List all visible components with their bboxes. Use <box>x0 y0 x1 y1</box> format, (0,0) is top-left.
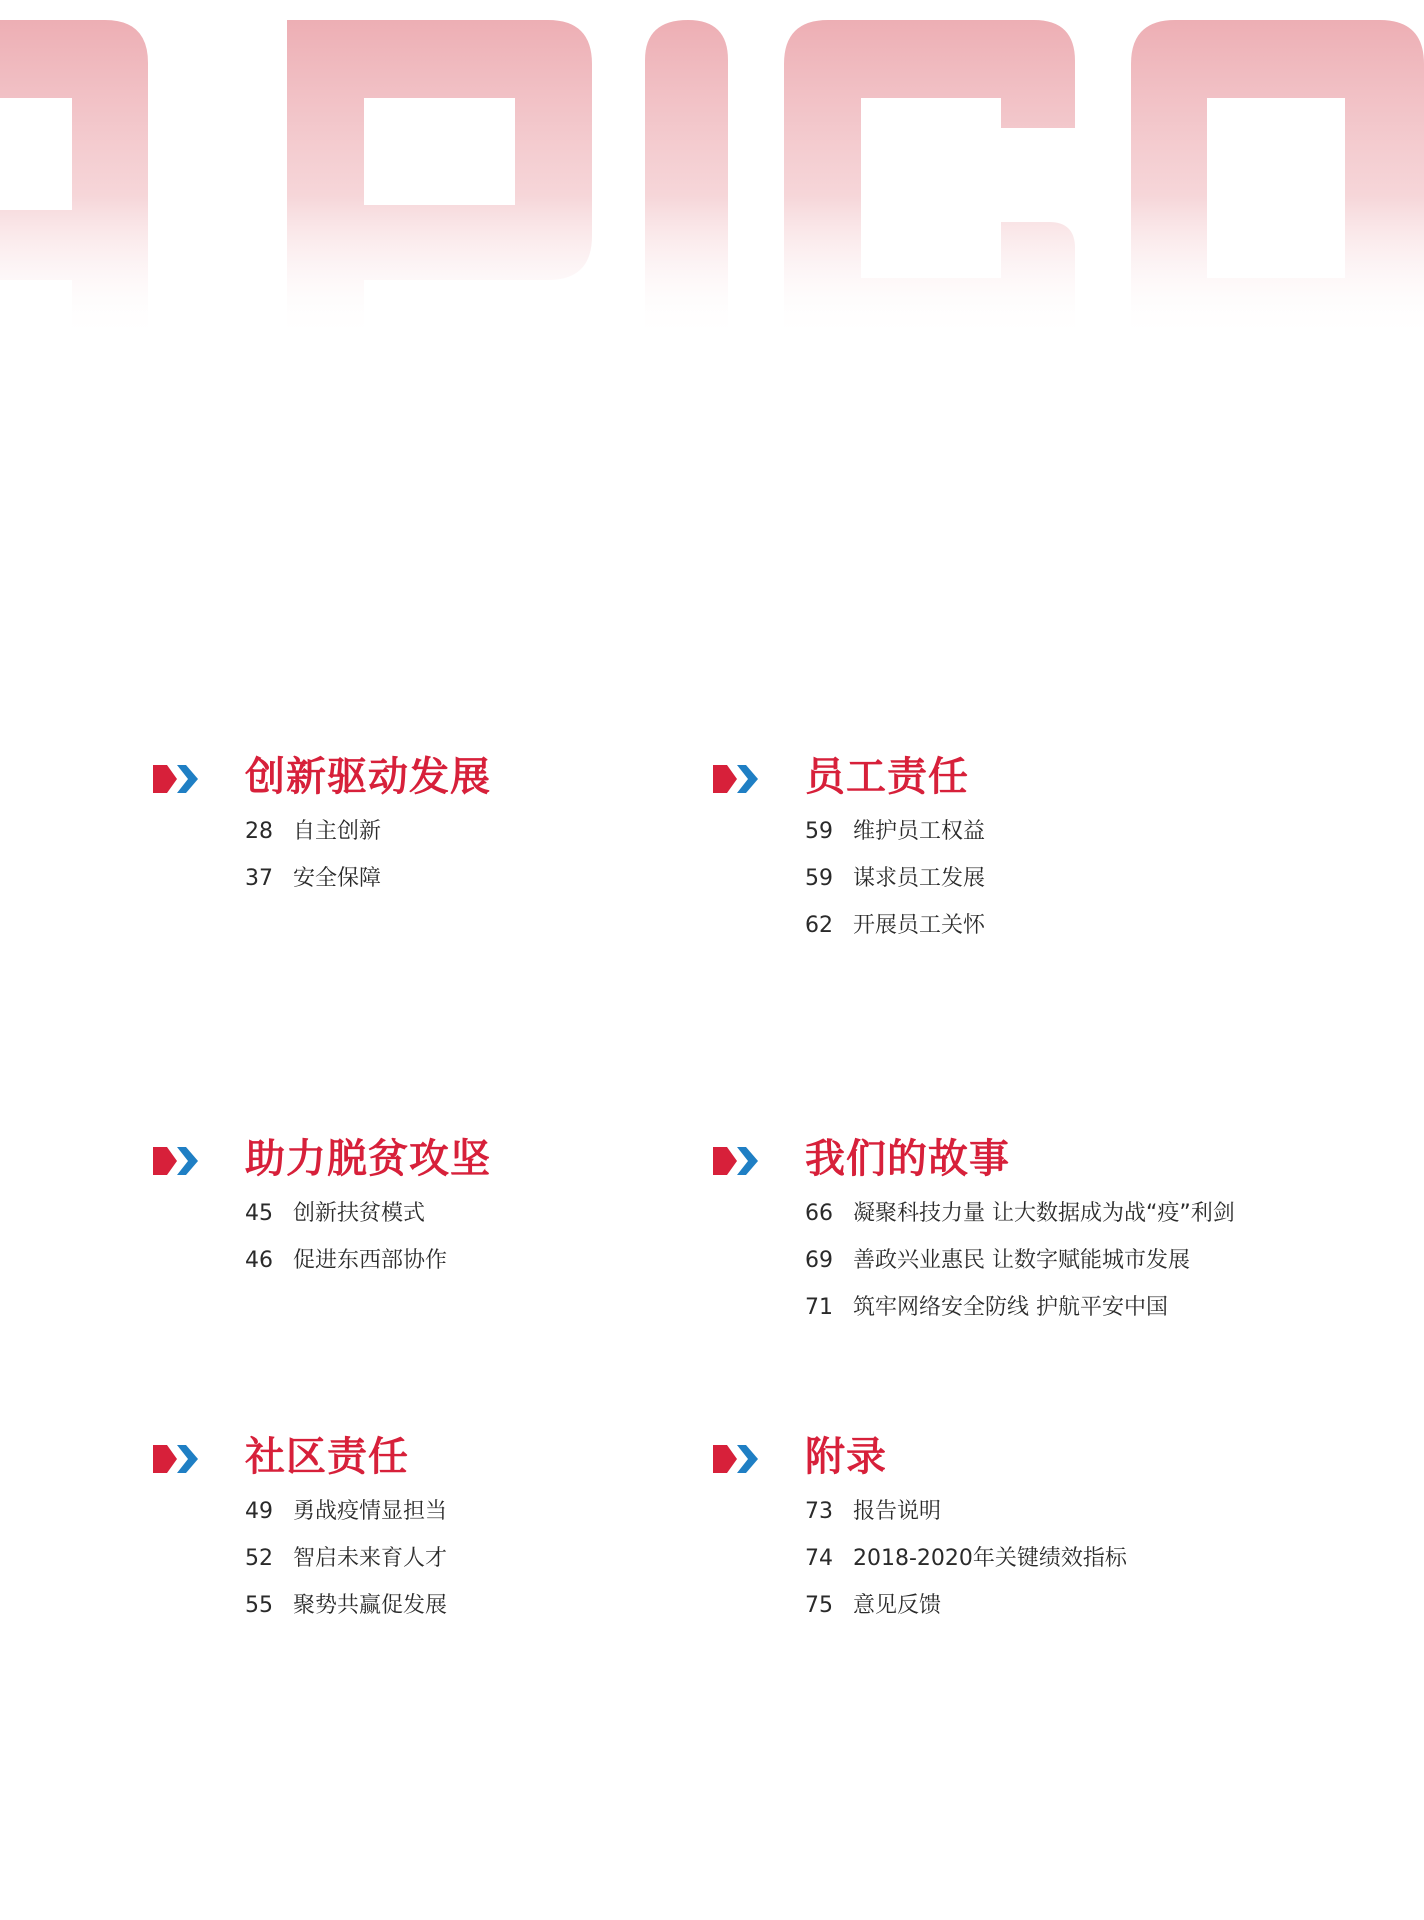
double-chevron-right-icon <box>153 763 201 795</box>
double-chevron-right-icon <box>713 763 761 795</box>
entry-title: 自主创新 <box>293 819 382 844</box>
entry-title: 意见反馈 <box>853 1593 942 1618</box>
toc-entry[interactable] <box>805 855 985 902</box>
entry-title: 聚势共赢促发展 <box>293 1593 448 1618</box>
page-number: 45 <box>245 1201 273 1226</box>
toc-entry[interactable] <box>245 1237 447 1284</box>
page-number: 69 <box>805 1248 833 1273</box>
toc-entry[interactable] <box>805 1488 1127 1535</box>
entry-title: 勇战疫情显担当 <box>293 1499 448 1524</box>
page-number: 74 <box>805 1546 833 1571</box>
page-number: 52 <box>245 1546 273 1571</box>
toc-entry[interactable] <box>245 855 381 902</box>
page-number: 28 <box>245 819 273 844</box>
entry-list <box>805 808 985 949</box>
section-title: 我们的故事 <box>805 1136 1010 1182</box>
toc-entry[interactable] <box>245 1190 447 1237</box>
entry-title: 凝聚科技力量 让大数据成为战“疫”利剑 <box>853 1201 1235 1226</box>
entry-title: 筑牢网络安全防线 护航平安中国 <box>853 1295 1168 1320</box>
toc-section-poverty <box>153 1134 491 1284</box>
toc-section-community <box>153 1432 448 1629</box>
page-number: 59 <box>805 819 833 844</box>
entry-title: 维护员工权益 <box>853 819 986 844</box>
toc-section-innovation <box>153 752 491 902</box>
toc-section-employee <box>713 752 986 949</box>
watermark-letter-fragment <box>0 20 148 340</box>
toc-entry[interactable] <box>245 1582 447 1629</box>
entry-title: 创新扶贫模式 <box>293 1201 426 1226</box>
toc-entry[interactable] <box>805 808 985 855</box>
section-header <box>153 1134 491 1184</box>
entry-list <box>805 1190 1235 1331</box>
page-number: 55 <box>245 1593 273 1618</box>
toc-entry[interactable] <box>245 1535 447 1582</box>
section-header <box>713 752 969 802</box>
double-chevron-right-icon <box>153 1145 201 1177</box>
page-number: 46 <box>245 1248 273 1273</box>
entry-title: 报告说明 <box>853 1499 942 1524</box>
section-title: 社区责任 <box>245 1434 409 1480</box>
entry-title: 谋求员工发展 <box>853 866 986 891</box>
toc-entry[interactable] <box>805 1284 1235 1331</box>
hero-watermark <box>0 0 1424 340</box>
page-number: 73 <box>805 1499 833 1524</box>
page-number: 62 <box>805 913 833 938</box>
entry-list <box>245 1190 447 1284</box>
section-title: 附录 <box>805 1434 887 1480</box>
section-title: 创新驱动发展 <box>245 754 491 800</box>
toc-entry[interactable] <box>805 1535 1127 1582</box>
double-chevron-right-icon <box>713 1443 761 1475</box>
entry-list <box>245 808 381 902</box>
toc-section-appendix <box>713 1432 1127 1629</box>
page-number: 59 <box>805 866 833 891</box>
section-title: 员工责任 <box>805 754 969 800</box>
watermark-letter-p <box>287 20 592 340</box>
toc-entry[interactable] <box>805 1582 1127 1629</box>
entry-title: 开展员工关怀 <box>853 913 986 938</box>
section-title: 助力脱贫攻坚 <box>245 1136 491 1182</box>
toc-entry[interactable] <box>805 902 985 949</box>
double-chevron-right-icon <box>153 1443 201 1475</box>
entry-title: 安全保障 <box>293 866 382 891</box>
entry-list <box>805 1488 1127 1629</box>
entry-title: 智启未来育人才 <box>293 1546 448 1571</box>
toc-section-stories <box>713 1134 1235 1331</box>
section-header <box>713 1134 1143 1184</box>
section-header <box>153 1432 409 1482</box>
section-header <box>153 752 491 802</box>
entry-title: 善政兴业惠民 让数字赋能城市发展 <box>853 1248 1190 1273</box>
toc-entry[interactable] <box>805 1237 1235 1284</box>
page-number: 75 <box>805 1593 833 1618</box>
toc-entry[interactable] <box>245 1488 447 1535</box>
page-number: 71 <box>805 1295 833 1320</box>
entry-title: 促进东西部协作 <box>293 1248 448 1273</box>
page-number: 37 <box>245 866 273 891</box>
watermark-letter-o <box>1131 20 1424 340</box>
toc-entry[interactable] <box>245 808 381 855</box>
entry-list <box>245 1488 447 1629</box>
double-chevron-right-icon <box>713 1145 761 1177</box>
page-number: 66 <box>805 1201 833 1226</box>
toc-entry[interactable] <box>805 1190 1235 1237</box>
section-header <box>713 1432 1035 1482</box>
page-number: 49 <box>245 1499 273 1524</box>
watermark-letter-c <box>784 20 1075 340</box>
watermark-letter-i <box>645 20 728 340</box>
entry-title: 2018-2020年关键绩效指标 <box>853 1546 1127 1571</box>
